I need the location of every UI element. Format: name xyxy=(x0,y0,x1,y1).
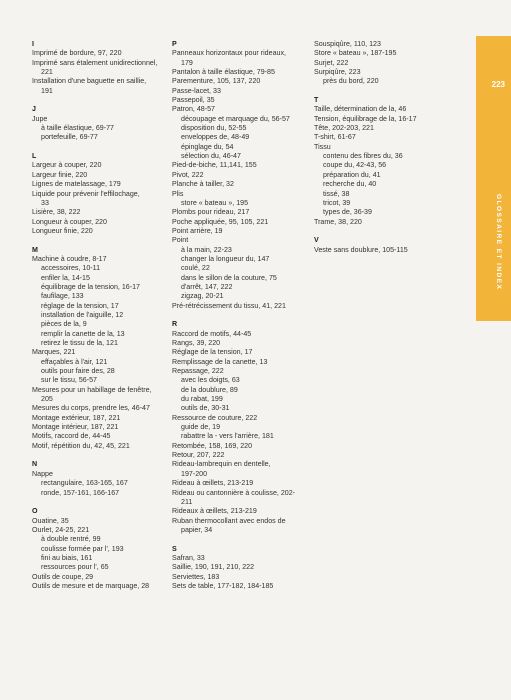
index-column-2 xyxy=(172,40,302,601)
index-entry: Poche appliquée, 95, 105, 221 xyxy=(172,217,269,226)
index-entry: réglage de la tension, 17 xyxy=(41,301,119,310)
index-entry: Safran, 33 xyxy=(172,553,205,562)
index-section xyxy=(32,40,160,96)
page-number: 223 xyxy=(491,80,505,89)
index-entry: Montage extérieur, 187, 221 xyxy=(32,413,121,422)
index-entry: Outils de mesure et de marquage, 28 xyxy=(32,581,150,590)
index-section xyxy=(172,40,302,311)
index-entry: 191 xyxy=(41,86,53,95)
index-entry: tricot, 39 xyxy=(323,198,351,207)
index-entry: faufilage, 133 xyxy=(41,292,84,301)
index-entry: Ressource de couture, 222 xyxy=(172,413,258,422)
index-entry: Longueur à couper, 220 xyxy=(32,217,107,226)
index-entry: portefeuille, 69-77 xyxy=(41,133,98,142)
index-entry: équilibrage de la tension, 16-17 xyxy=(41,282,140,291)
index-entry: Patron, 48-57 xyxy=(172,105,215,114)
index-entry: Tête, 202-203, 221 xyxy=(314,124,374,133)
index-entry: Rideaux à œillets, 213-219 xyxy=(172,507,257,516)
index-section xyxy=(314,236,449,255)
index-section xyxy=(172,545,302,592)
index-entry: coupe du, 42-43, 56 xyxy=(323,161,387,170)
section-letter: I xyxy=(32,40,34,48)
index-column-3 xyxy=(314,40,449,264)
section-letter: R xyxy=(172,320,178,329)
index-entry: de la doublure, 89 xyxy=(181,385,238,394)
index-entry: Outils de coupe, 29 xyxy=(32,572,94,581)
index-entry: 197-200 xyxy=(181,469,208,478)
index-entry: Machine à coudre, 8-17 xyxy=(32,254,107,263)
index-entry: ressources pour l', 65 xyxy=(41,563,109,572)
index-entry: Point arrière, 19 xyxy=(172,226,223,235)
index-entry: Rangs, 39, 220 xyxy=(172,339,221,347)
index-entry: enveloppes de, 48-49 xyxy=(181,133,250,142)
index-entry: Planche à tailler, 32 xyxy=(172,180,234,189)
index-entry: Trame, 38, 220 xyxy=(314,217,362,226)
index-entry: Retour, 207, 222 xyxy=(172,451,225,460)
index-entry: Ourlet, 24-25, 221 xyxy=(32,525,90,534)
index-entry: Marques, 221 xyxy=(32,348,76,357)
index-entry: Largeur à couper, 220 xyxy=(32,161,102,170)
index-entry: Rideau ou cantonnière à coulisse, 202- xyxy=(172,488,296,497)
index-entry: effaçables à l'air, 121 xyxy=(41,357,108,366)
index-entry: outils pour faire des, 28 xyxy=(41,367,115,376)
index-entry: ronde, 157-161, 166-167 xyxy=(41,488,120,497)
index-column-1 xyxy=(32,40,160,601)
index-entry: Store « bateau », 187-195 xyxy=(314,49,397,58)
index-entry: coulisse formée par l', 193 xyxy=(41,544,124,553)
index-entry: Ouatine, 35 xyxy=(32,516,69,525)
index-entry: Pantalon à taille élastique, 79-85 xyxy=(172,68,275,77)
index-entry: sur le tissu, 56-57 xyxy=(41,376,97,385)
index-entry: Rideau-lambrequin en dentelle, xyxy=(172,460,271,469)
index-entry: Sets de table, 177-182, 184-185 xyxy=(172,581,274,590)
section-letter: J xyxy=(32,105,36,114)
section-letter: O xyxy=(32,507,38,516)
index-entry: Retombée, 158, 169, 220 xyxy=(172,441,253,450)
index-entry: Lisière, 38, 222 xyxy=(32,208,81,217)
index-entry: changer la longueur du, 147 xyxy=(181,254,270,263)
index-entry: Pivot, 222 xyxy=(172,170,204,179)
index-entry: Réglage de la tension, 17 xyxy=(172,348,253,357)
index-entry: recherche du, 40 xyxy=(323,180,377,189)
index-entry: Lignes de matelassage, 179 xyxy=(32,180,121,189)
index-section xyxy=(32,152,160,236)
index-entry: accessoires, 10-11 xyxy=(41,264,101,273)
index-entry: tissé, 38 xyxy=(323,189,350,198)
index-entry: Souspiqûre, 110, 123 xyxy=(314,40,381,48)
index-entry: retirez le tissu de la, 121 xyxy=(41,339,118,347)
index-entry: 211 xyxy=(181,497,193,506)
index-entry: Pied-de-biche, 11,141, 155 xyxy=(172,161,257,170)
index-entry: épinglage du, 54 xyxy=(181,142,234,151)
index-entry: Mesures du corps, prendre les, 46-47 xyxy=(32,404,150,413)
index-entry: Imprimé sans étalement unidirectionnel, xyxy=(32,58,158,67)
index-entry: à double rentré, 99 xyxy=(41,535,101,544)
index-entry: Plis xyxy=(172,189,184,198)
section-letter: V xyxy=(314,236,319,245)
index-entry: Imprimé de bordure, 97, 220 xyxy=(32,49,122,58)
index-entry: près du bord, 220 xyxy=(323,77,379,86)
index-entry: Parementure, 105, 137, 220 xyxy=(172,77,261,86)
index-entry: d'arrêt, 147, 222 xyxy=(181,282,233,291)
index-section xyxy=(172,320,302,535)
index-entry: Remplissage de la canette, 13 xyxy=(172,357,268,366)
index-entry: contenu des fibres du, 36 xyxy=(323,152,403,161)
index-entry: Repassage, 222 xyxy=(172,367,224,376)
index-entry: Pré-rétrécissement du tissu, 41, 221 xyxy=(172,301,286,310)
index-section xyxy=(314,96,449,227)
section-letter: P xyxy=(172,40,177,48)
index-entry: découpage et marquage du, 56-57 xyxy=(181,114,290,123)
index-entry: Panneaux horizontaux pour rideaux, xyxy=(172,49,286,58)
index-entry: Montage intérieur, 187, 221 xyxy=(32,423,119,432)
index-entry: du rabat, 199 xyxy=(181,395,223,404)
index-entry: à taille élastique, 69-77 xyxy=(41,124,114,133)
index-entry: Passe-lacet, 33 xyxy=(172,86,221,95)
index-entry: à la main, 22-23 xyxy=(181,245,232,254)
index-entry: installation de l'aiguille, 12 xyxy=(41,310,124,319)
index-entry: Rideau à œillets, 213-219 xyxy=(172,479,254,488)
index-entry: Liquide pour prévenir l'effilochage, xyxy=(32,189,140,198)
index-entry: Plombs pour rideau, 217 xyxy=(172,208,250,217)
index-entry: T-shirt, 61-67 xyxy=(314,133,356,142)
index-entry: enfiler la, 14-15 xyxy=(41,273,90,282)
index-entry: Point xyxy=(172,236,189,245)
index-entry: papier, 34 xyxy=(181,525,213,534)
index-entry: Jupe xyxy=(32,114,48,123)
index-entry: 179 xyxy=(181,58,193,67)
index-entry: zigzag, 20-21 xyxy=(181,292,224,301)
section-letter: M xyxy=(32,245,38,254)
index-entry: sélection du, 46-47 xyxy=(181,152,241,161)
index-entry: Motif, répétition du, 42, 45, 221 xyxy=(32,441,130,450)
index-entry: 205 xyxy=(41,395,53,404)
index-entry: Tissu xyxy=(314,142,331,151)
index-entry: Ruban thermocollant avec endos de xyxy=(172,516,286,525)
index-entry: Mesures pour un habillage de fenêtre, xyxy=(32,385,152,394)
index-entry: types de, 36-39 xyxy=(323,208,372,217)
section-letter: L xyxy=(32,152,37,161)
index-entry: pièces de la, 9 xyxy=(41,320,87,329)
index-entry: coulé, 22 xyxy=(181,264,210,273)
index-entry: store « bateau », 195 xyxy=(181,198,249,207)
index-entry: Saillie, 190, 191, 210, 222 xyxy=(172,563,255,572)
index-entry: Tension, équilibrage de la, 16-17 xyxy=(314,114,417,123)
index-entry: rabattre la - vers l'arrière, 181 xyxy=(181,432,274,441)
index-entry: Installation d'une baguette en saillie, xyxy=(32,77,147,86)
index-entry: guide de, 19 xyxy=(181,423,221,432)
index-entry: Largeur finie, 220 xyxy=(32,170,88,179)
index-entry: 221 xyxy=(41,68,53,77)
index-entry: Nappe xyxy=(32,469,53,478)
index-entry: Passepoil, 35 xyxy=(172,96,215,105)
index-entry: Motifs, raccord de, 44-45 xyxy=(32,432,111,441)
section-letter: T xyxy=(314,96,319,105)
index-entry: disposition du, 52-55 xyxy=(181,124,247,133)
index-section xyxy=(32,460,160,497)
index-entry: remplir la canette de la, 13 xyxy=(41,329,125,338)
index-entry: Longueur finie, 220 xyxy=(32,226,93,235)
index-section xyxy=(32,507,160,591)
index-entry: Surpiqûre, 223 xyxy=(314,68,361,77)
index-entry: dans le sillon de la couture, 75 xyxy=(181,273,277,282)
section-letter: N xyxy=(32,460,38,469)
index-entry: outils de, 30-31 xyxy=(181,404,230,413)
index-section xyxy=(32,105,160,142)
index-entry: préparation du, 41 xyxy=(323,170,381,179)
index-section xyxy=(314,40,449,87)
chapter-side-tab xyxy=(476,36,511,321)
index-entry: Raccord de motifs, 44-45 xyxy=(172,329,252,338)
index-entry: 33 xyxy=(41,198,49,207)
index-section xyxy=(32,246,160,452)
index-entry: avec les doigts, 63 xyxy=(181,376,240,385)
index-entry: fini au biais, 161 xyxy=(41,553,93,562)
index-entry: rectangulaire, 163-165, 167 xyxy=(41,479,128,488)
chapter-label: GLOSSAIRE ET INDEX xyxy=(495,194,502,291)
index-entry: Taille, détermination de la, 46 xyxy=(314,105,407,114)
section-letter: S xyxy=(172,544,177,553)
index-entry: Surjet, 222 xyxy=(314,58,349,67)
index-entry: Veste sans doublure, 105-115 xyxy=(314,245,408,254)
index-entry: Serviettes, 183 xyxy=(172,572,220,581)
